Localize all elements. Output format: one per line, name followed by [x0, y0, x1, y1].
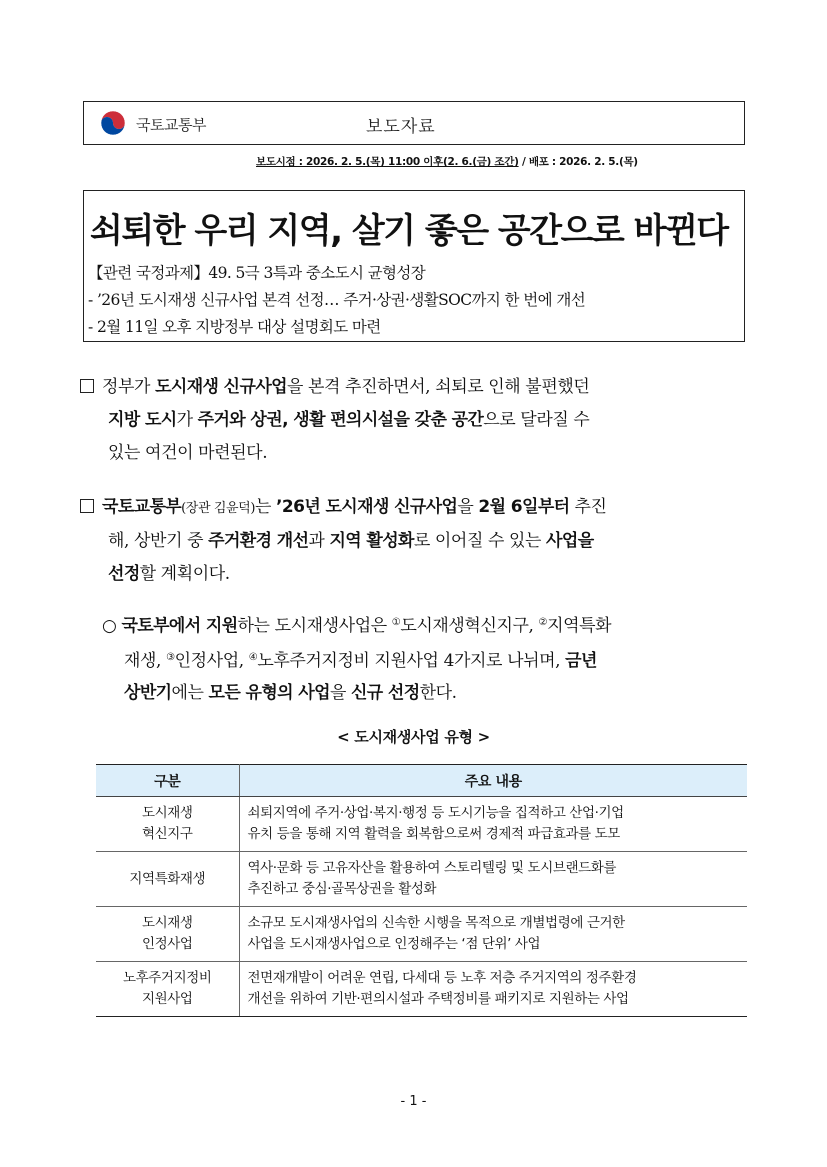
text: 도시재생혁신지구,	[400, 616, 539, 636]
title-box	[83, 190, 745, 342]
column-header-category: 구분	[96, 765, 239, 797]
paragraph-2	[80, 491, 748, 591]
related-task: 【관련 국정과제】49. 5극 3특과 중소도시 균형성장	[88, 264, 426, 282]
distribution-date: / 배포 : 2026. 2. 5.(목)	[518, 156, 638, 168]
description-cell	[239, 797, 747, 852]
column-header-content: 주요 내용	[239, 765, 747, 797]
checkbox-square-icon	[80, 499, 94, 513]
type-cell	[96, 907, 239, 962]
bold-text: 금년	[565, 651, 597, 671]
text: 으로 달라질 수	[483, 410, 590, 430]
text: 인정사업,	[174, 651, 249, 671]
number-marker: ④	[248, 652, 258, 663]
small-text: (장관 김윤덕)	[181, 501, 255, 516]
urban-regeneration-types-table	[96, 764, 747, 1017]
bold-text: 지역 활성화	[329, 531, 414, 551]
text: 에는	[171, 683, 209, 703]
text: 할 계획이다.	[139, 564, 230, 584]
bold-text: 주거와 상권, 생활 편의시설을 갖춘 공간	[197, 410, 484, 430]
bold-text: 모든 유형의 사업	[208, 683, 330, 703]
text: 을	[457, 497, 479, 517]
text: 과	[308, 531, 330, 551]
bold-text: 신규 선정	[350, 683, 420, 703]
text: 지역특화	[547, 616, 612, 636]
type-line: 인정사업	[141, 936, 193, 952]
type-line: 혁신지구	[141, 826, 193, 842]
description-line: 소규모 도시재생사업의 신속한 시행을 목적으로 개별법령에 근거한	[247, 915, 625, 931]
embargo-line	[256, 154, 638, 169]
bullet-circle-icon: ○	[102, 616, 117, 636]
checkbox-square-icon	[80, 379, 94, 393]
bold-text: 사업을	[546, 531, 594, 551]
text: 있는 여건이 마련된다.	[108, 443, 268, 463]
text: 재생,	[124, 651, 167, 671]
text: 추진	[569, 497, 607, 517]
type-line: 지원사업	[141, 991, 193, 1007]
bold-text: 국토부에서 지원	[121, 616, 238, 636]
page-number: - 1 -	[400, 1094, 427, 1109]
paragraph-1	[80, 371, 748, 470]
text: 을	[329, 683, 351, 703]
bold-text: 주거환경 개선	[208, 531, 309, 551]
number-marker: ①	[391, 617, 401, 628]
text: 노후주거지정비 지원사업 4가지로 나뉘며,	[257, 651, 566, 671]
table-row	[96, 907, 747, 962]
bold-text: 2월 6일부터	[478, 497, 570, 517]
bold-text: 지방 도시	[108, 410, 177, 430]
press-release-label: 보도자료	[366, 117, 436, 137]
subtitle-1: - ’26년 도시재생 신규사업 본격 선정… 주거·상권·생활SOC까지 한 번에 개선	[88, 291, 586, 309]
number-marker: ③	[166, 652, 175, 663]
bold-text: 도시재생 신규사업	[155, 377, 287, 397]
bold-text: 선정	[108, 564, 140, 584]
bold-text: 국토교통부	[102, 497, 182, 517]
description-line: 역사·문화 등 고유자산을 활용하여 스토리텔링 및 도시브랜드화를	[247, 860, 617, 876]
table-caption: < 도시재생사업 유형 >	[337, 728, 490, 746]
type-line: 노후주거지정비	[123, 970, 212, 986]
type-line: 도시재생	[141, 805, 193, 821]
table-row	[96, 852, 747, 907]
text: 해, 상반기 중	[108, 531, 209, 551]
bold-text: 상반기	[124, 683, 172, 703]
description-cell	[239, 852, 747, 907]
description-cell	[239, 962, 747, 1017]
text: 는	[255, 497, 277, 517]
text: 로 이어질 수 있는	[413, 531, 547, 551]
type-cell	[96, 852, 239, 907]
description-line: 전면재개발이 어려운 연립, 다세대 등 노후 저층 주거지역의 정주환경	[247, 970, 637, 986]
table-header-row	[96, 765, 747, 797]
text: 한다.	[419, 683, 457, 703]
paragraph-3	[102, 607, 748, 709]
text: 을 본격 추진하면서, 쇠퇴로 인해 불편했던	[286, 377, 590, 397]
subtitle-2: - 2월 11일 오후 지방정부 대상 설명회도 마련	[88, 318, 381, 336]
header-box	[83, 101, 745, 145]
number-marker: ②	[538, 617, 548, 628]
bold-text: ’26년 도시재생 신규사업	[276, 497, 458, 517]
main-title: 쇠퇴한 우리 지역, 살기 좋은 공간으로 바뀐다	[90, 211, 728, 251]
type-cell	[96, 797, 239, 852]
description-line: 추진하고 중심·골목상권을 활성화	[247, 881, 437, 897]
type-line: 도시재생	[141, 915, 193, 931]
table-row	[96, 797, 747, 852]
description-line: 쇠퇴지역에 주거·상업·복지·행정 등 도시기능을 집적하고 산업·기업	[247, 805, 624, 821]
release-time: 보도시점 : 2026. 2. 5.(목) 11:00 이후(2. 6.(금) 조간)	[256, 156, 519, 168]
description-line: 유치 등을 통해 지역 활력을 회복함으로써 경제적 파급효과를 도모	[247, 826, 620, 842]
description-line: 개선을 위하여 기반·편의시설과 주택정비를 패키지로 지원하는 사업	[247, 991, 629, 1007]
table-row	[96, 962, 747, 1017]
description-cell	[239, 907, 747, 962]
government-emblem-icon	[99, 109, 127, 137]
ministry-name: 국토교통부	[136, 116, 206, 134]
description-line: 사업을 도시재생사업으로 인정해주는 ‘점 단위’ 사업	[247, 936, 541, 952]
text: 정부가	[102, 377, 156, 397]
type-cell	[96, 962, 239, 1017]
type-line: 지역특화재생	[129, 870, 206, 887]
text: 가	[176, 410, 198, 430]
text: 하는 도시재생사업은	[237, 616, 392, 636]
